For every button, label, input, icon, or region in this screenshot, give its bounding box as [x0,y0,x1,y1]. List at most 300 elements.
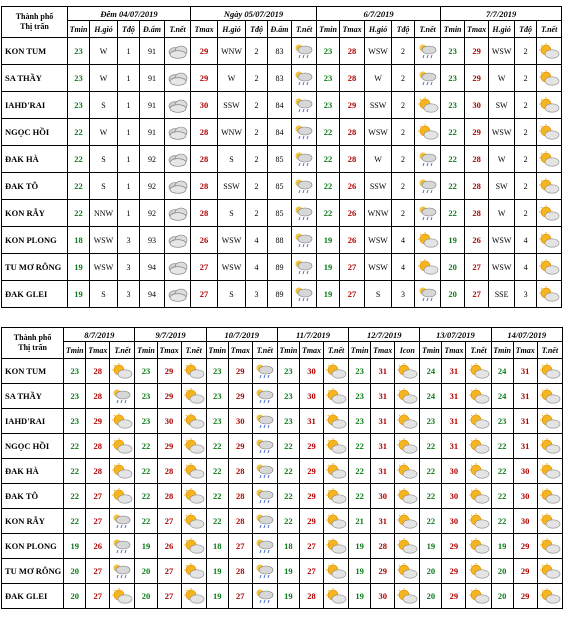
partly-sunny-icon [324,563,348,580]
cell-tmax: 29 [442,534,466,559]
weather-icon-cell [537,173,562,200]
rain-icon [253,413,277,430]
cell-tmin: 23 [206,409,228,434]
cell-n-tmin: 19 [68,254,90,281]
cell-d-hum: 89 [268,254,292,281]
cell-tmax: 27 [86,559,110,584]
partly-sunny-icon [466,513,490,530]
column-header: Tmin [68,21,90,38]
cell-a-tmax: 26 [340,173,365,200]
weather-icon-cell [165,146,191,173]
partly-sunny-icon [538,588,562,605]
cell-n-hum: 91 [140,119,165,146]
cell-b-spd: 2 [515,119,537,146]
cell-tmax: 26 [157,534,181,559]
city-column-header: Thành phố Thị trấn [2,328,64,359]
group-header: 10/7/2019 [206,328,277,342]
city-name: ĐAK GLEI [2,584,64,609]
cell-tmax: 29 [371,559,395,584]
cell-tmin: 22 [420,459,442,484]
cell-n-hum: 92 [140,200,165,227]
cell-tmax: 29 [299,434,323,459]
cell-a-tmin: 19 [317,254,340,281]
weather-icon-cell [537,65,562,92]
cell-n-spd: 1 [118,119,140,146]
weather-icon-cell [324,484,349,509]
cell-b-spd: 4 [515,227,537,254]
cell-tmax: 28 [157,459,181,484]
cell-tmin: 22 [349,459,371,484]
group-header: 14/07/2019 [491,328,562,342]
weather-icon-cell [415,146,441,173]
cell-n-spd: 1 [118,146,140,173]
cell-b-spd: 4 [515,254,537,281]
cell-n-spd: 1 [118,38,140,65]
partly-sunny-icon [110,438,134,455]
cell-tmax: 27 [228,534,252,559]
weather-icon-cell [466,359,491,384]
column-header: H.gió [218,21,246,38]
cell-n-wind: NNW [90,200,118,227]
cell-n-tmin: 23 [68,65,90,92]
weather-icon-cell [395,409,420,434]
forecast-table-1 [1,6,562,308]
column-header: T.nết [181,342,206,359]
partly-sunny-icon [182,363,206,380]
weather-icon-cell [415,38,441,65]
partly-sunny-icon [538,538,562,555]
partly-sunny-icon [537,178,561,195]
weather-icon-cell [165,200,191,227]
rain-icon [253,563,277,580]
cell-d-spd: 2 [246,173,268,200]
cell-tmin: 23 [277,359,299,384]
partly-sunny-icon [324,588,348,605]
weather-icon-cell [165,173,191,200]
group-header: 9/7/2019 [135,328,206,342]
cell-tmin: 22 [135,459,157,484]
weather-icon-cell [292,119,317,146]
partly-sunny-icon [537,97,561,114]
weather-icon-cell [165,227,191,254]
table-row [2,584,563,609]
partly-sunny-icon [395,588,419,605]
cell-tmax: 28 [157,484,181,509]
cell-b-tmin: 19 [441,227,465,254]
weather-icon-cell [415,92,441,119]
cell-n-spd: 3 [118,227,140,254]
cloud-icon [165,97,190,114]
cell-tmax: 28 [371,534,395,559]
cell-tmin: 22 [64,484,86,509]
partly-sunny-icon [324,388,348,405]
cell-tmax: 29 [157,384,181,409]
cell-tmax: 31 [371,509,395,534]
cell-b-tmin: 23 [441,65,465,92]
weather-icon-cell [415,119,441,146]
cell-tmin: 20 [491,584,513,609]
column-header: Tđộ [392,21,415,38]
cell-a-tmax: 27 [340,281,365,308]
table-row [2,434,563,459]
table-row [2,281,562,308]
cell-tmax: 29 [228,434,252,459]
column-header: T.nết [324,342,349,359]
rain-icon [110,513,134,530]
cell-a-tmin: 19 [317,281,340,308]
weather-icon-cell [181,359,206,384]
cell-d-wind: SSW [218,173,246,200]
cell-d-spd: 3 [246,281,268,308]
cell-b-spd: 2 [515,200,537,227]
cell-a-tmax: 28 [340,119,365,146]
table-row [2,559,563,584]
cell-n-hum: 91 [140,65,165,92]
weather-icon-cell [181,434,206,459]
cell-tmax: 31 [442,359,466,384]
city-name: ĐAK TÔ [2,484,64,509]
weather-icon-cell [252,434,277,459]
cell-a-wind: W [365,65,392,92]
cell-d-hum: 85 [268,173,292,200]
partly-sunny-icon [538,563,562,580]
weather-icon-cell [324,584,349,609]
cell-tmin: 23 [349,359,371,384]
partly-sunny-icon [182,513,206,530]
cell-b-wind: WSW [489,119,515,146]
rain-icon [415,70,440,87]
weather-icon-cell [252,534,277,559]
rain-icon [253,438,277,455]
weather-icon-cell [252,584,277,609]
cell-tmax: 30 [371,584,395,609]
weather-icon-cell [537,409,562,434]
cell-tmax: 30 [299,384,323,409]
cell-tmax: 28 [299,584,323,609]
table-row [2,509,563,534]
partly-sunny-icon [537,259,561,276]
weather-icon-cell [537,559,562,584]
rain-icon [110,538,134,555]
cell-b-wind: SSE [489,281,515,308]
weather-icon-cell [110,534,135,559]
city-name: KON PLONG [2,534,64,559]
cell-a-spd: 3 [392,281,415,308]
cell-a-wind: WSW [365,119,392,146]
partly-sunny-icon [395,563,419,580]
cell-a-wind: S [365,281,392,308]
rain-icon [292,43,316,60]
partly-sunny-icon [537,205,561,222]
weather-icon-cell [395,459,420,484]
cell-n-wind: WSW [90,227,118,254]
partly-sunny-icon [324,513,348,530]
partly-sunny-icon [182,463,206,480]
weather-icon-cell [165,254,191,281]
cell-tmin: 19 [349,559,371,584]
cell-tmax: 31 [513,409,537,434]
cell-a-wind: W [365,146,392,173]
cell-tmax: 31 [371,384,395,409]
weather-icon-cell [415,173,441,200]
cell-b-tmin: 22 [441,119,465,146]
cell-b-spd: 2 [515,65,537,92]
cell-b-tmax: 27 [465,254,489,281]
cell-tmax: 30 [513,459,537,484]
cell-a-tmax: 27 [340,254,365,281]
city-name: KON RẪY [2,509,64,534]
partly-sunny-icon [324,463,348,480]
cell-tmin: 23 [135,359,157,384]
weather-icon-cell [415,65,441,92]
weather-icon-cell [181,409,206,434]
cell-d-tmax: 29 [191,38,218,65]
column-header: Tmin [441,21,465,38]
cell-tmax: 30 [299,359,323,384]
cell-tmax: 31 [513,434,537,459]
cell-b-tmin: 22 [441,173,465,200]
weather-icon-cell [252,509,277,534]
rain-icon [253,488,277,505]
partly-sunny-icon [537,70,561,87]
table-row [2,200,562,227]
cell-b-tmax: 28 [465,146,489,173]
weather-icon-cell [466,409,491,434]
cell-tmin: 19 [420,534,442,559]
weather-icon-cell [466,484,491,509]
cell-tmax: 30 [513,484,537,509]
weather-icon-cell [537,509,562,534]
weather-icon-cell [537,254,562,281]
cell-tmax: 27 [299,559,323,584]
cloud-icon [165,151,190,168]
table-row [2,227,562,254]
cell-a-spd: 2 [392,146,415,173]
cell-a-tmax: 28 [340,38,365,65]
cell-tmin: 23 [349,384,371,409]
cell-a-tmax: 29 [340,92,365,119]
column-header: Tmin [277,342,299,359]
partly-sunny-icon [538,438,562,455]
city-name: ĐAK HÀ [2,146,68,173]
partly-sunny-icon [395,363,419,380]
cell-tmax: 31 [442,384,466,409]
weather-icon-cell [324,384,349,409]
cell-tmin: 22 [420,434,442,459]
cell-b-tmin: 22 [441,146,465,173]
cell-tmin: 23 [64,359,86,384]
cell-n-spd: 1 [118,65,140,92]
cell-tmin: 22 [491,459,513,484]
cell-n-tmin: 22 [68,173,90,200]
partly-sunny-icon [538,488,562,505]
cell-tmin: 22 [277,484,299,509]
weather-icon-cell [537,434,562,459]
cell-n-wind: S [90,146,118,173]
cell-d-spd: 4 [246,227,268,254]
cell-tmin: 19 [64,534,86,559]
rain-icon [292,124,316,141]
cell-d-wind: S [218,146,246,173]
cell-tmax: 27 [86,584,110,609]
cell-tmin: 19 [206,559,228,584]
cell-tmax: 27 [86,509,110,534]
cell-n-hum: 92 [140,173,165,200]
weather-icon-cell [395,534,420,559]
cell-b-tmin: 20 [441,281,465,308]
partly-sunny-icon [110,413,134,430]
partly-sunny-icon [182,388,206,405]
cell-tmax: 30 [157,409,181,434]
rain-icon [415,178,440,195]
weather-icon-cell [252,384,277,409]
cell-tmax: 27 [86,484,110,509]
cell-n-wind: W [90,65,118,92]
cell-tmin: 20 [420,584,442,609]
cell-d-spd: 2 [246,119,268,146]
weather-icon-cell [110,584,135,609]
city-name: KON RẪY [2,200,68,227]
weather-icon-cell [395,584,420,609]
cell-a-spd: 2 [392,173,415,200]
column-header: Tđộ [118,21,140,38]
cell-b-tmax: 29 [465,65,489,92]
cell-a-tmin: 22 [317,119,340,146]
cell-n-hum: 94 [140,281,165,308]
rain-icon [292,151,316,168]
cell-a-tmax: 28 [340,65,365,92]
partly-sunny-icon [466,588,490,605]
weather-icon-cell [537,227,562,254]
weather-icon-cell [466,384,491,409]
cell-d-tmax: 26 [191,227,218,254]
partly-sunny-icon [466,538,490,555]
weather-icon-cell [110,409,135,434]
cell-b-wind: WSW [489,254,515,281]
cell-tmin: 19 [349,584,371,609]
weather-icon-cell [324,409,349,434]
cell-tmax: 29 [299,484,323,509]
cell-a-tmin: 22 [317,173,340,200]
weather-icon-cell [324,534,349,559]
partly-sunny-icon [324,363,348,380]
cell-tmax: 26 [86,534,110,559]
cell-n-hum: 94 [140,254,165,281]
rain-icon [292,178,316,195]
cell-tmin: 22 [349,434,371,459]
table-row [2,146,562,173]
column-header: Đ.ẩm [268,21,292,38]
column-header: Icon [395,342,420,359]
partly-sunny-icon [182,438,206,455]
column-header: T.nết [292,21,317,38]
cell-tmin: 19 [277,584,299,609]
table-row [2,359,563,384]
cell-a-wind: SSW [365,173,392,200]
rain-icon [253,363,277,380]
weather-icon-cell [181,509,206,534]
partly-sunny-icon [395,388,419,405]
cell-tmax: 29 [442,584,466,609]
rain-icon [253,588,277,605]
weather-icon-cell [292,173,317,200]
cell-d-tmax: 27 [191,281,218,308]
column-header: T.nết [415,21,441,38]
cell-n-tmin: 22 [68,119,90,146]
weather-icon-cell [395,559,420,584]
cell-tmax: 31 [299,409,323,434]
cloud-icon [165,43,190,60]
weather-icon-cell [292,38,317,65]
weather-icon-cell [110,559,135,584]
column-header: Tmin [491,342,513,359]
column-header: T.nết [165,21,191,38]
weather-icon-cell [181,459,206,484]
cell-d-tmax: 28 [191,146,218,173]
cell-tmax: 27 [157,559,181,584]
table-row [2,384,563,409]
cell-tmin: 23 [206,384,228,409]
cell-tmax: 30 [371,484,395,509]
cell-tmax: 29 [299,459,323,484]
weather-icon-cell [395,384,420,409]
rain-icon [415,43,440,60]
rain-icon [292,97,316,114]
cell-tmin: 23 [206,359,228,384]
cell-b-wind: W [489,146,515,173]
cell-a-spd: 4 [392,227,415,254]
cell-tmin: 22 [420,509,442,534]
cell-b-tmax: 30 [465,92,489,119]
rain-icon [292,70,316,87]
cell-tmin: 22 [206,484,228,509]
cell-tmin: 23 [420,409,442,434]
cell-tmin: 22 [206,434,228,459]
weather-icon-cell [537,200,562,227]
column-header: Tđộ [515,21,537,38]
cell-tmax: 28 [228,559,252,584]
cell-tmin: 22 [491,434,513,459]
table-row [2,459,563,484]
cell-a-tmax: 26 [340,200,365,227]
cell-tmin: 20 [420,559,442,584]
cell-tmin: 24 [491,384,513,409]
column-header: Tmin [349,342,371,359]
partly-sunny-icon [110,463,134,480]
partly-sunny-icon [466,563,490,580]
cell-tmin: 24 [420,384,442,409]
city-name: NGỌC HỒI [2,119,68,146]
partly-sunny-icon [182,413,206,430]
partly-sunny-icon [395,538,419,555]
cell-tmin: 22 [135,484,157,509]
weather-icon-cell [110,509,135,534]
cell-tmin: 24 [491,359,513,384]
partly-sunny-icon [415,259,440,276]
partly-sunny-icon [395,513,419,530]
weather-icon-cell [110,459,135,484]
city-name: ĐAK HÀ [2,459,64,484]
rain-icon [292,232,316,249]
cell-a-tmax: 26 [340,227,365,254]
cell-tmax: 28 [228,459,252,484]
table-row [2,173,562,200]
cell-n-wind: S [90,173,118,200]
cell-tmin: 20 [135,559,157,584]
cell-tmin: 19 [206,584,228,609]
cell-a-spd: 2 [392,200,415,227]
cell-a-tmin: 23 [317,38,340,65]
